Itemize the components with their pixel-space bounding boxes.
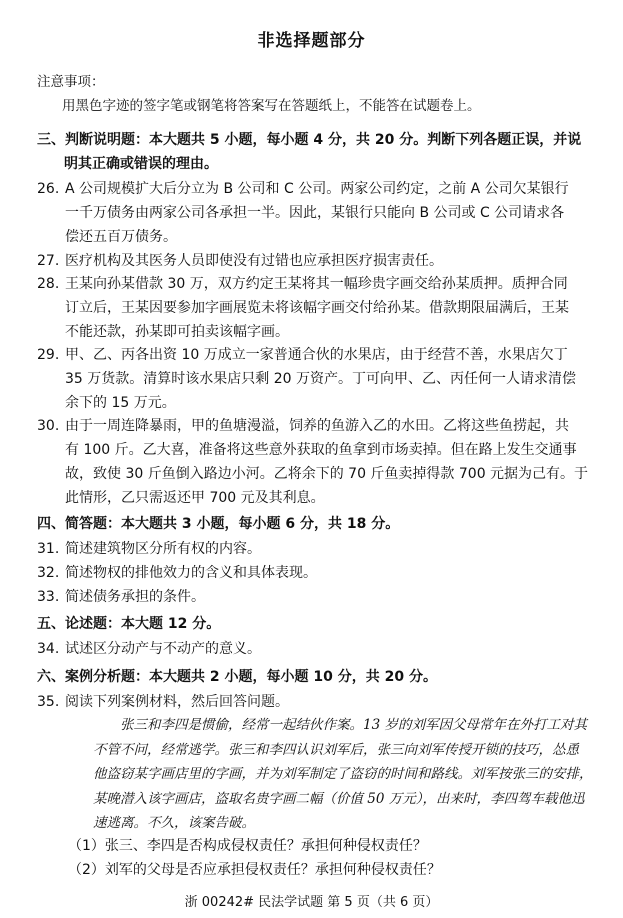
question-27	[37, 249, 593, 273]
question-line: 甲、乙、丙各出资 10 万成立一家普通合伙的水果店，由于经营不善，水果店欠丁	[65, 347, 568, 363]
question-32	[37, 561, 593, 585]
question-number: 28.	[37, 276, 60, 292]
question-number: 32.	[37, 565, 60, 581]
question-line: 由于一周连降暴雨，甲的鱼塘漫溢，饲养的鱼游入乙的水田。乙将这些鱼捞起，共	[65, 418, 569, 434]
page-footer: 浙 00242# 民法学试题 第 5 页（共 6 页）	[184, 895, 439, 910]
question-30	[37, 414, 593, 510]
question-line: A 公司规模扩大后分立为 B 公司和 C 公司。两家公司约定，之前 A 公司欠某银行	[65, 181, 569, 197]
question-line: 此情形，乙只需返还甲 700 元及其利息。	[65, 490, 325, 506]
question-number: 27.	[37, 253, 60, 269]
question-line: 试述区分动产与不动产的意义。	[65, 641, 261, 657]
notice-heading: 注意事项：	[37, 74, 105, 90]
question-line: 余下的 15 万元。	[65, 395, 176, 411]
section-heading-line: 明其正确或错误的理由。	[64, 156, 218, 172]
notice-body: 用黑色字迹的签字笔或钢笔将答案写在答题纸上，不能答在试题卷上。	[62, 98, 481, 114]
question-28	[37, 272, 593, 344]
page-title: 非选择题部分	[257, 31, 366, 51]
case-line: 张三和李四是惯偷，经常一起结伙作案。13 岁的刘军因父母常年在外打工对其	[93, 717, 587, 733]
question-line: 偿还五百万债务。	[65, 229, 177, 245]
question-line: 一千万债务由两家公司各承担一半。因此，某银行只能向 B 公司或 C 公司请求各	[65, 205, 565, 221]
question-line: 简述债务承担的条件。	[65, 589, 205, 605]
question-number: 33.	[37, 589, 60, 605]
question-line: 阅读下列案例材料，然后回答问题。	[65, 694, 289, 710]
question-line: 王某向孙某借款 30 万，双方约定王某将其一幅珍贵字画交给孙某质押。质押合同	[65, 276, 568, 292]
case-line: 不管不问，经常逃学。张三和李四认识刘军后，张三向刘军传授开锁的技巧，怂恿	[93, 741, 579, 758]
question-number: 35.	[37, 694, 60, 710]
section-heading-case-analysis: 六、案例分析题：本大题共 2 小题，每小题 10 分，共 20 分。	[37, 669, 437, 685]
section-heading-line: 三、判断说明题：本大题共 5 小题，每小题 4 分，共 20 分。判断下列各题正误，并说	[37, 132, 582, 148]
question-35	[37, 690, 593, 714]
section-heading-essay: 五、论述题：本大题 12 分。	[37, 616, 221, 632]
question-line: 简述物权的排他效力的含义和具体表现。	[65, 565, 317, 581]
question-line: 有 100 斤。乙大喜，准备将这些意外获取的鱼拿到市场卖掉。但在路上发生交通事	[65, 442, 577, 458]
question-line: 简述建筑物区分所有权的内容。	[65, 541, 261, 557]
question-number: 31.	[37, 541, 60, 557]
question-line: 35 万货款。清算时该水果店只剩 20 万资产。丁可向甲、乙、丙任何一人请求清偿	[65, 371, 576, 387]
question-31	[37, 537, 593, 561]
question-33	[37, 585, 593, 609]
case-line: 某晚潜入该字画店，盗取名贵字画二幅（价值 50 万元），出来时，李四驾车载他迅	[93, 790, 585, 807]
question-line: 不能还款，孙某即可拍卖该幅字画。	[65, 324, 289, 340]
question-number: 29.	[37, 347, 60, 363]
section-heading-short-answer: 四、简答题：本大题共 3 小题，每小题 6 分，共 18 分。	[37, 516, 400, 532]
section-heading-judgment	[37, 128, 593, 176]
question-29	[37, 343, 593, 415]
case-line: 他盗窃某字画店里的字画，并为刘军制定了盗窃的时间和路线。刘军按张三的安排，	[93, 766, 593, 782]
question-number: 26.	[37, 181, 60, 197]
question-line: 故，致使 30 斤鱼倒入路边小河。乙将余下的 70 斤鱼卖掉得款 700 元据为己有。于	[65, 466, 589, 482]
question-34	[37, 637, 593, 661]
sub-question-2: （2）刘军的父母是否应承担侵权责任？承担何种侵权责任？	[68, 862, 441, 878]
question-line: 医疗机构及其医务人员即使没有过错也应承担医疗损害责任。	[65, 253, 443, 269]
sub-question-1: （1）张三、李四是否构成侵权责任？承担何种侵权责任？	[68, 838, 427, 854]
case-material	[93, 713, 593, 836]
question-line: 订立后，王某因要参加字画展览未将该幅字画交付给孙某。借款期限届满后，王某	[65, 300, 569, 316]
question-number: 34.	[37, 641, 60, 657]
case-line: 速逃离。不久，该案告破。	[93, 815, 255, 831]
question-number: 30.	[37, 418, 60, 434]
question-26	[37, 177, 593, 249]
